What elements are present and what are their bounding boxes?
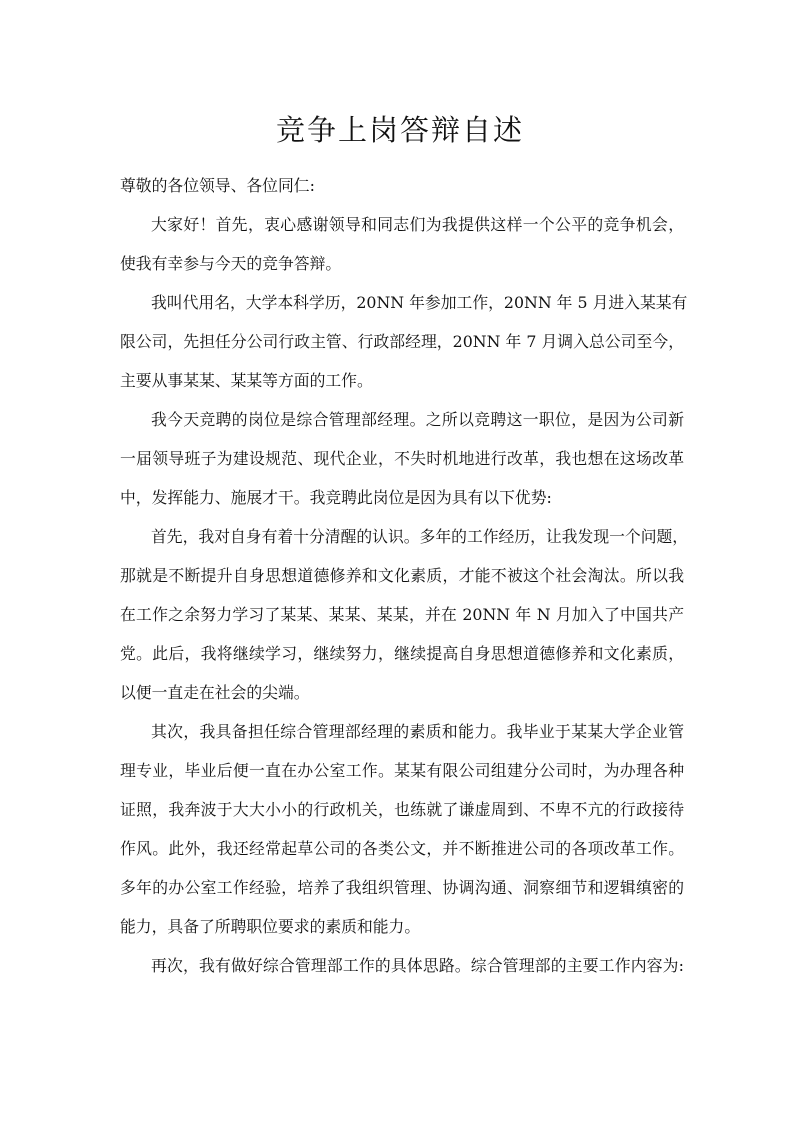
paragraph-line: 作风。此外，我还经常起草公司的各类公文，并不断推进公司的各项改革工作。 <box>120 839 684 858</box>
paragraph-first-advantage <box>120 517 689 712</box>
paragraph-line: 大家好！首先，衷心感谢领导和同志们为我提供这样一个公平的竞争机会， <box>151 215 684 234</box>
paragraph-line: 以便一直走在社会的尖端。 <box>120 683 310 702</box>
paragraph-line: 中，发挥能力、施展才干。我竞聘此岗位是因为具有以下优势: <box>120 488 552 507</box>
paragraph-line: 其次，我具备担任综合管理部经理的素质和能力。我毕业于某某大学企业管 <box>151 722 684 741</box>
paragraph-line: 党。此后，我将继续学习，继续努力，继续提高自身思想道德修养和文化素质， <box>120 644 684 663</box>
paragraph-third-advantage <box>120 946 684 985</box>
paragraph-second-advantage <box>120 712 684 946</box>
paragraph-line: 证照，我奔波于大大小小的行政机关，也练就了谦虚周到、不卑不亢的行政接待 <box>120 800 684 819</box>
paragraph-line: 使我有幸参与今天的竞争答辩。 <box>120 254 342 273</box>
paragraph-line: 我叫代用名，大学本科学历，20NN 年参加工作，20NN 年 5 月进入某某有 <box>151 293 688 312</box>
paragraph-line: 多年的办公室工作经验，培养了我组织管理、协调沟通、洞察细节和逻辑缜密的 <box>120 878 684 897</box>
paragraph-line: 主要从事某某、某某等方面的工作。 <box>120 371 373 390</box>
paragraph-line: 我今天竞聘的岗位是综合管理部经理。之所以竞聘这一职位，是因为公司新 <box>151 410 684 429</box>
paragraph-line: 那就是不断提升自身思想道德修养和文化素质，才能不被这个社会淘汰。所以我 <box>120 566 684 585</box>
paragraph-line: 理专业，毕业后便一直在办公室工作。某某有限公司组建分公司时，为办理各种 <box>120 761 684 780</box>
document-body <box>120 166 689 985</box>
document-title: 竞争上岗答辩自述 <box>275 113 524 147</box>
salutation: 尊敬的各位领导、各位同仁: <box>120 176 315 195</box>
paragraph-line: 在工作之余努力学习了某某、某某、某某，并在 20NN 年 N 月加入了中国共产 <box>120 605 684 624</box>
paragraph-line: 能力，具备了所聘职位要求的素质和能力。 <box>120 917 421 936</box>
paragraph-line: 限公司，先担任分公司行政主管、行政部经理，20NN 年 7 月调入总公司至今， <box>120 332 684 351</box>
paragraph-line: 一届领导班子为建设规范、现代企业，不失时机地进行改革，我也想在这场改革 <box>120 449 684 468</box>
paragraph-position <box>120 400 684 517</box>
paragraph-greeting <box>120 205 684 283</box>
paragraph-line: 首先，我对自身有着十分清醒的认识。多年的工作经历，让我发现一个问题， <box>151 527 689 546</box>
paragraph-introduction <box>120 283 688 400</box>
paragraph-line: 再次，我有做好综合管理部工作的具体思路。综合管理部的主要工作内容为: <box>151 956 684 975</box>
